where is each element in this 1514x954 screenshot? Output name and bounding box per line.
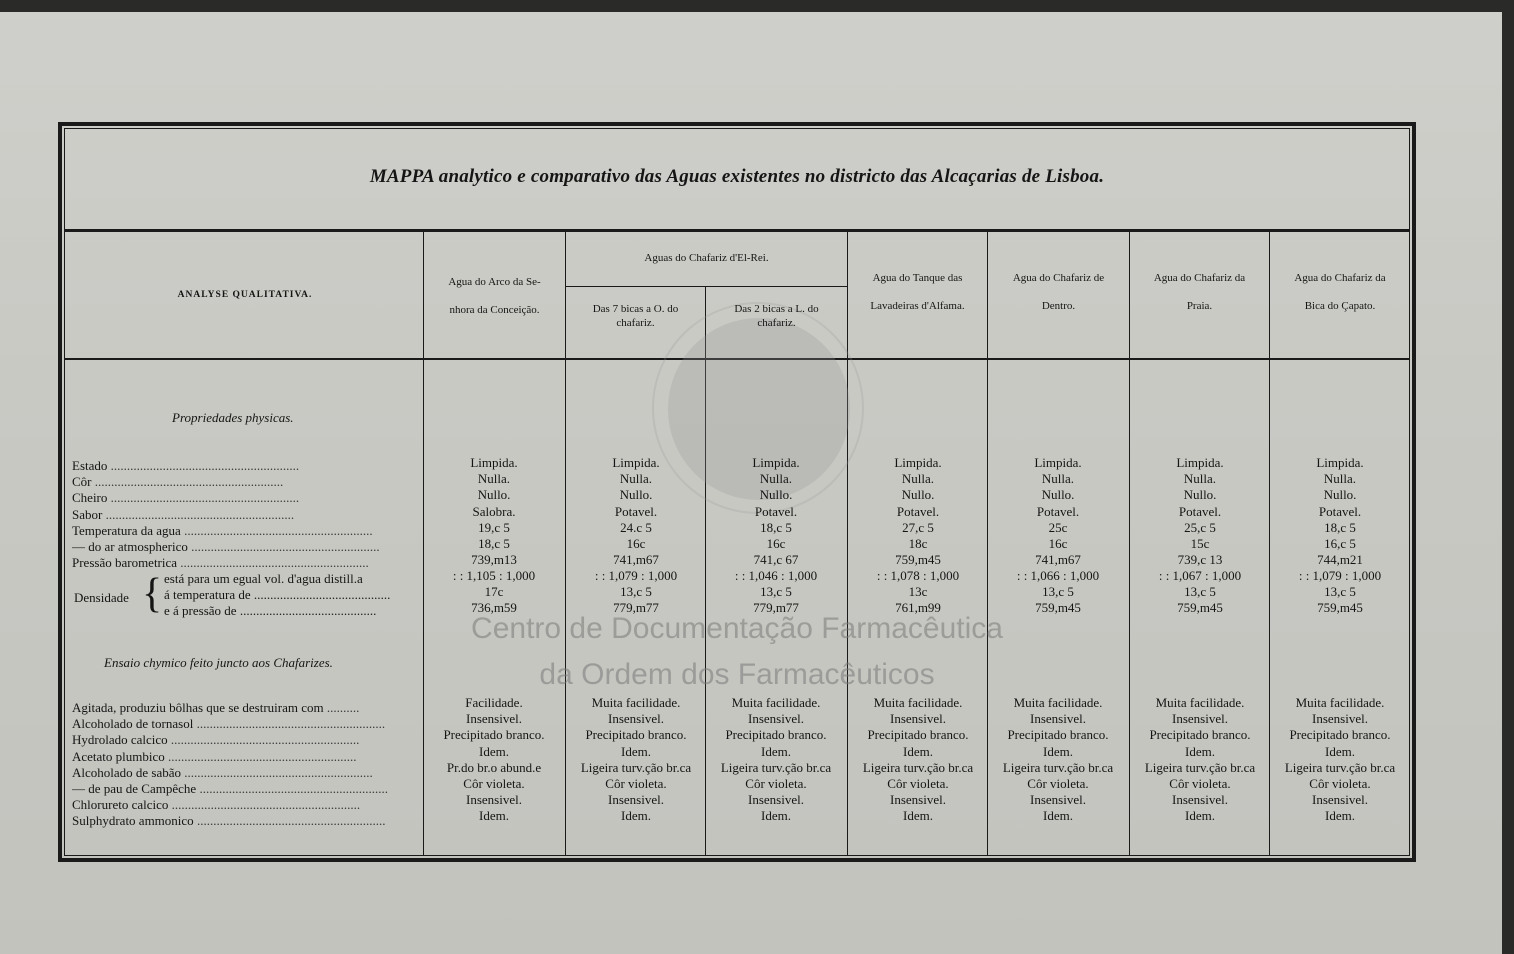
table-cell: Idem. <box>761 743 791 759</box>
table-cell: : : 1,067 : 1,000 <box>1158 568 1242 583</box>
header-2bicas: Das 2 bicas a L. do chafariz. <box>734 303 819 329</box>
table-cell: : : 1,079 : 1,000 <box>594 568 678 583</box>
table-cell: Idem. <box>1325 808 1355 824</box>
density-values-col-3 <box>706 568 846 617</box>
table-cell: 25c <box>1048 519 1068 535</box>
table-cell: 18,c 5 <box>1324 519 1356 535</box>
row-label: Sulphydrato ammonico .......................................................... <box>72 813 386 829</box>
table-cell: Nulla. <box>1183 471 1217 487</box>
top-edge <box>0 0 1514 12</box>
table-cell: 739,m13 <box>471 552 517 568</box>
table-cell: 24.c 5 <box>620 519 652 535</box>
row-label: está para um egual vol. d'agua distill.a <box>164 571 363 586</box>
table-cell: 13c <box>908 584 928 600</box>
row-label: Alcoholado de sabão .......................................................... <box>72 764 373 780</box>
table-cell: Côr violeta. <box>1169 776 1231 792</box>
table-cell: Muita facilidade. <box>731 695 821 710</box>
table-cell: Nullo. <box>1041 487 1075 503</box>
table-cell: : : 1,046 : 1,000 <box>734 568 818 583</box>
table-cell: Idem. <box>479 743 509 759</box>
table-cell: Idem. <box>1185 743 1215 759</box>
page-title: MAPPA analytico e comparativo das Aguas existentes no districto das Alcaçarias de Lisboa. <box>369 166 1105 187</box>
row-label: — do ar atmospherico .......................................................... <box>72 539 380 555</box>
density-values-col-7 <box>1270 568 1410 617</box>
table-cell: Precipitado branco. <box>725 727 827 743</box>
watermark-line-1: Centro de Documentação Farmacêutica <box>471 612 1003 645</box>
table-cell: Nulla. <box>619 471 653 487</box>
density-values-col-6 <box>1130 568 1270 617</box>
table-cell: Ligeira turv.ção br.ca <box>1002 759 1114 775</box>
table-cell: Insensivel. <box>608 792 664 808</box>
table-cell: Ligeira turv.ção br.ca <box>580 759 692 775</box>
table-cell: Insensivel. <box>1312 711 1368 727</box>
density-values-col-2 <box>566 568 706 617</box>
table-cell: Nulla. <box>1323 471 1357 487</box>
table-cell: Nulla. <box>901 471 935 487</box>
table-cell: Insensivel. <box>1172 792 1228 808</box>
table-cell: Côr violeta. <box>605 776 667 792</box>
table-cell: Insensivel. <box>466 792 522 808</box>
section-physical: Propriedades physicas. <box>172 410 294 425</box>
header-dentro: Agua do Chafariz de Dentro. <box>1012 272 1105 312</box>
table-cell: 17c <box>484 584 504 600</box>
table-cell: Nulla. <box>1041 471 1075 487</box>
table-cell: Insensivel. <box>1030 792 1086 808</box>
row-label: Sabor .......................................................... <box>72 506 295 522</box>
table-cell: Idem. <box>1185 808 1215 824</box>
table-cell: 25,c 5 <box>1184 519 1216 535</box>
table-cell: : : 1,078 : 1,000 <box>876 568 960 583</box>
row-label: á temperatura de .......................................... <box>164 587 391 603</box>
brace-icon: { <box>142 571 163 617</box>
physical-values-col-1 <box>424 455 564 568</box>
table-cell: 779,m77 <box>613 600 659 616</box>
density-label: Densidade <box>74 590 129 605</box>
table-cell: 759,m45 <box>1035 600 1081 616</box>
table-cell: Insensivel. <box>1312 792 1368 808</box>
table-cell: 19,c 5 <box>478 519 510 535</box>
table-cell: Nullo. <box>477 487 511 503</box>
table-cell: Insensivel. <box>890 792 946 808</box>
table-cell: Idem. <box>1043 743 1073 759</box>
table-cell: 16c <box>626 536 646 552</box>
table-cell: Nullo. <box>759 487 793 503</box>
physical-values-col-5 <box>988 455 1128 568</box>
qualitative-heading: ANALYSE QUALITATIVA. <box>177 290 313 300</box>
row-label: Côr .......................................................... <box>72 474 284 490</box>
table-cell: Precipitado branco. <box>443 727 545 743</box>
table-cell: Potavel. <box>614 503 658 519</box>
physical-values-col-4 <box>848 455 988 568</box>
physical-values-col-3 <box>706 455 846 568</box>
table-cell: : : 1,066 : 1,000 <box>1016 568 1100 583</box>
watermark-line-2: da Ordem dos Farmacêuticos <box>539 658 935 691</box>
row-label: Agitada, produziu bôlhas que se destruiram com .......... <box>72 700 360 715</box>
table-cell: Salobra. <box>472 503 516 519</box>
table-cell: Limpida. <box>1176 455 1224 470</box>
table-cell: Ligeira turv.ção br.ca <box>1284 759 1396 775</box>
table-cell: Idem. <box>761 808 791 824</box>
table-cell: 736,m59 <box>471 600 517 616</box>
table-cell: Precipitado branco. <box>1007 727 1109 743</box>
chemical-values-col-3 <box>706 695 846 825</box>
table-cell: Insensivel. <box>748 711 804 727</box>
header-top-rule <box>64 229 1410 232</box>
right-edge <box>1502 0 1514 954</box>
physical-values-col-6 <box>1130 455 1270 568</box>
table-cell: 27,c 5 <box>902 519 934 535</box>
table-cell: Precipitado branco. <box>1289 727 1391 743</box>
table-cell: Ligeira turv.ção br.ca <box>862 759 974 775</box>
table-cell: Potavel. <box>1178 503 1222 519</box>
header-capato: Agua do Chafariz da Bica do Çapato. <box>1294 272 1386 312</box>
physical-labels <box>72 458 422 571</box>
table-cell: 741,m67 <box>1035 552 1081 568</box>
table-cell: 741,c 67 <box>753 552 799 568</box>
table-cell: : : 1,079 : 1,000 <box>1298 568 1382 583</box>
table-cell: Idem. <box>479 808 509 824</box>
header-tanque: Agua do Tanque das Lavadeiras d'Alfama. <box>870 272 965 312</box>
table-cell: Limpida. <box>1316 455 1364 470</box>
table-cell: Côr violeta. <box>1309 776 1371 792</box>
density-values-col-1 <box>424 568 564 617</box>
row-label: Estado .......................................................... <box>72 458 300 473</box>
table-cell: Nullo. <box>1183 487 1217 503</box>
table-cell: Nulla. <box>477 471 511 487</box>
table-cell: Idem. <box>903 808 933 824</box>
table-cell: 13,c 5 <box>1042 584 1074 600</box>
table-cell: Insensivel. <box>466 711 522 727</box>
table-cell: Limpida. <box>612 455 660 470</box>
table-cell: 744,m21 <box>1317 552 1363 568</box>
table-cell: 18,c 5 <box>760 519 792 535</box>
table-cell: 18,c 5 <box>478 536 510 552</box>
chemical-values-col-4 <box>848 695 988 825</box>
row-label: Chlorureto calcico .......................................................... <box>72 797 361 813</box>
chemical-labels <box>72 700 422 830</box>
table-cell: Limpida. <box>470 455 518 470</box>
row-label: e á pressão de .......................................... <box>164 603 377 619</box>
table-cell: Precipitado branco. <box>585 727 687 743</box>
table-cell: Nulla. <box>759 471 793 487</box>
table-cell: Idem. <box>621 743 651 759</box>
chemical-values-col-6 <box>1130 695 1270 825</box>
table-cell: Limpida. <box>1034 455 1082 470</box>
table-cell: 759,m45 <box>1177 600 1223 616</box>
table-cell: Pr.do br.o abund.e <box>446 759 542 775</box>
table-cell: 739,c 13 <box>1177 552 1223 568</box>
chemical-values-col-1 <box>424 695 564 825</box>
table-cell: 15c <box>1190 536 1210 552</box>
table-cell: Muita facilidade. <box>1295 695 1385 710</box>
table-cell: Nullo. <box>1323 487 1357 503</box>
table-cell: Muita facilidade. <box>1013 695 1103 710</box>
table-cell: Potavel. <box>754 503 798 519</box>
table-cell: Precipitado branco. <box>1149 727 1251 743</box>
row-label: Cheiro .......................................................... <box>72 490 300 506</box>
table-cell: Nullo. <box>901 487 935 503</box>
table-cell: 18c <box>908 536 928 552</box>
table-cell: Potavel. <box>896 503 940 519</box>
chemical-values-col-2 <box>566 695 706 825</box>
row-label: — de pau de Campêche .......................................................... <box>72 781 388 797</box>
row-label: Hydrolado calcico .......................................................... <box>72 732 360 748</box>
physical-values-col-7 <box>1270 455 1410 568</box>
table-cell: 779,m77 <box>753 600 799 616</box>
header-group-elrei: Aguas do Chafariz d'El-Rei. <box>644 252 769 264</box>
table-cell: Insensivel. <box>1172 711 1228 727</box>
table-cell: Idem. <box>903 743 933 759</box>
table-cell: 741,m67 <box>613 552 659 568</box>
table-cell: 13,c 5 <box>1184 584 1216 600</box>
row-label: Alcoholado de tornasol .......................................................... <box>72 716 386 732</box>
table-cell: Insensivel. <box>1030 711 1086 727</box>
table-cell: Côr violeta. <box>463 776 525 792</box>
table-cell: Facilidade. <box>465 695 523 710</box>
table-cell: Insensivel. <box>748 792 804 808</box>
table-cell: 13,c 5 <box>620 584 652 600</box>
table-cell: Limpida. <box>894 455 942 470</box>
table-cell: 759,m45 <box>895 552 941 568</box>
table-cell: 761,m99 <box>895 600 941 616</box>
table-cell: Ligeira turv.ção br.ca <box>1144 759 1256 775</box>
table-cell: Limpida. <box>752 455 800 470</box>
table-cell: Muita facilidade. <box>1155 695 1245 710</box>
row-label: Temperatura da agua .......................................................... <box>72 522 373 538</box>
table-cell: Idem. <box>1325 743 1355 759</box>
table-cell: 16c <box>1048 536 1068 552</box>
table-cell: Côr violeta. <box>1027 776 1089 792</box>
table-cell: Idem. <box>1043 808 1073 824</box>
physical-values-col-2 <box>566 455 706 568</box>
table-cell: Potavel. <box>1036 503 1080 519</box>
section-chemical: Ensaio chymico feito juncto aos Chafarizes. <box>104 655 333 670</box>
table-cell: 13,c 5 <box>1324 584 1356 600</box>
row-label: Pressão barometrica .......................................................... <box>72 555 369 571</box>
chemical-values-col-7 <box>1270 695 1410 825</box>
chemical-values-col-5 <box>988 695 1128 825</box>
header-arco: Agua do Arco da Se- nhora da Conceição. <box>448 276 541 316</box>
table-cell: Nullo. <box>619 487 653 503</box>
group-rule <box>565 286 847 287</box>
table-cell: 759,m45 <box>1317 600 1363 616</box>
table-cell: Ligeira turv.ção br.ca <box>720 759 832 775</box>
row-label: Acetato plumbico .......................................................... <box>72 748 357 764</box>
table-cell: 13,c 5 <box>760 584 792 600</box>
density-values-col-5 <box>988 568 1128 617</box>
table-cell: Potavel. <box>1318 503 1362 519</box>
table-cell: Insensivel. <box>608 711 664 727</box>
header-7bicas: Das 7 bicas a O. do chafariz. <box>592 303 679 329</box>
table-cell: Muita facilidade. <box>591 695 681 710</box>
table-cell: Idem. <box>621 808 651 824</box>
table-cell: Côr violeta. <box>745 776 807 792</box>
table-cell: : : 1,105 : 1,000 <box>452 568 536 583</box>
table-cell: Muita facilidade. <box>873 695 963 710</box>
table-cell: 16,c 5 <box>1324 536 1356 552</box>
header-praia: Agua do Chafariz da Praia. <box>1153 272 1246 312</box>
table-cell: 16c <box>766 536 786 552</box>
table-cell: Insensivel. <box>890 711 946 727</box>
table-cell: Côr violeta. <box>887 776 949 792</box>
table-cell: Precipitado branco. <box>867 727 969 743</box>
density-values-col-4 <box>848 568 988 617</box>
